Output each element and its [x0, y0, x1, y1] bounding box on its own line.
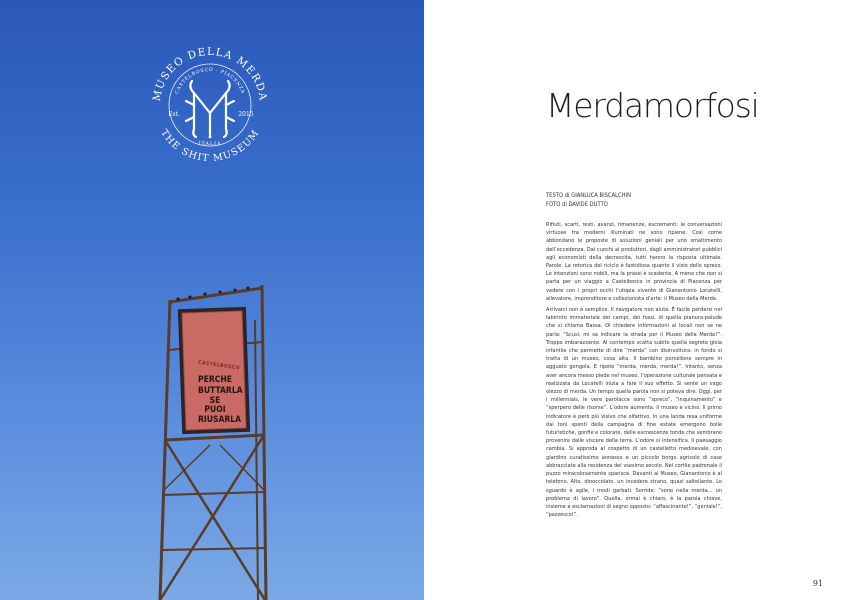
logo-sub-text: CASTELBOSCO · PIACENZA: [174, 67, 246, 96]
billboard-line: BUTTARLA: [198, 385, 243, 396]
beetle-m-icon: [186, 81, 234, 137]
credit-text: TESTO di GIANLUCA BISCALCHIN: [546, 193, 632, 199]
billboard-line: RIUSARLA: [198, 415, 242, 425]
credit-photo: FOTO di DAVIDE DUTTO: [546, 202, 608, 208]
text-page: [424, 0, 849, 600]
billboard-header: CASTELBOSCO: [197, 359, 241, 372]
billboard-text: [197, 359, 243, 427]
svg-text:MUSEO DELLA MERDA: [151, 46, 269, 102]
billboard-structure: [150, 280, 280, 600]
billboard-line: SE PUOI: [204, 396, 226, 415]
logo-top-text: MUSEO DELLA MERDA: [150, 45, 269, 103]
billboard-line: PERCHE: [198, 375, 232, 385]
logo-year: 2015: [238, 111, 254, 118]
article-body: [546, 221, 722, 522]
logo-dot: [209, 136, 212, 139]
museum-logo: [140, 35, 280, 175]
article-paragraph: Arrivarci non è semplice. Il navigatore non aiuta. È facile perdersi nel labirinto immateriale dei campi, dei fossi, di quella pianura-palude che si chiama Bassa. Ol chiedere informazioni ai locali non se ne parla: “Scusi, mi sa indicare la strada per il Museo della Merda?”. Troppo imbarazzante. Al contempo scatta subito quella segreta gioia infantile che permette di dire “merda” con disinvoltura: in fondo si tratta di un museo, cosa alta. Il bambino porcellone sempre in agguato gongola. E ripete “merda, merda, merda!”. Intanto, senza aver ancora messo piede nel museo, l’operazione culturale pensata e realizzata da Locatelli inizia a fare il suo effetto. Si sente un vago olezzo di merda. Un tempo quella parola non si poteva dire. Oggi, per i millennials, le vere parolacce sono “spreco”, “inquinamento” e “sperpero delle risorse”. L’odore aumenta. Il museo è vicino. Il primo indicatore è però più visivo che olfattivo. In una landa resa uniforme dai toni spenti della campagna di fine estate emergono bolle futuristiche, gonfie e colorate, delle escrescenze tonde che sembrano provenire dalle viscere della terra. L’odore si intensifica. Il paesaggio cambia. Si approda al cospetto di un castelletto medioevale, con giardino curatissimo annesso e un piccolo borgo agricolo di case abbracciate alla residenza del vsesimo secolo. Nel cortile padronale il puzzo miracolosamente sparisce. Davanti al Museo, Gianantonio è al telefono. Alto, dinoccolato, un incedere strano, quasi saltellante. Lo sguardo è agile, i modi garbati. Sorride: “sono nella merda... un problema di lavoro”. Quella, ormai è chiaro, è la parola chiave, insieme a esclamazioni di segno opposto: “affascinante!”, “geniale!”, “pazzesco!”.: [546, 307, 722, 519]
photo-page: [0, 0, 424, 600]
article-paragraph: Rifiuti, scarti, resti, avanzi, rimanenze, escrementi: le conversazioni virtuose tra moderni illuminati ne sono ripiene. Così come abbondano le proposte di soluzioni geniali per uno smaltimento dell’eccedenza. Dai cuochi ai produttori, dagli amministratori pubblici agli economisti della decrescita, tutti hanno la risposta ultimale. Parole. La retorica del riciclo è fastidiosa quanto il vizio dello spreco. Le intenzioni sono nobili, ma la prassi è scadente. A meno che non si parta per un viaggio a Castelbosco in provincia di Piacenza per vedere con i propri occhi l’utopia vivente di Gianantonio Locatelli, allevatore, imprenditore e collezionista d’arte: il Museo della Merda.: [546, 222, 722, 302]
svg-text:CASTELBOSCO · PIACENZA: [174, 67, 246, 95]
logo-est: Est.: [168, 111, 180, 118]
page-number: 91: [812, 579, 823, 588]
article-credits: [546, 192, 631, 210]
logo-country: ITALIA: [198, 142, 222, 147]
logo-bottom-text: THE SHIT MUSEUM: [158, 127, 262, 165]
article-title: Merdamorfosi: [546, 86, 759, 125]
